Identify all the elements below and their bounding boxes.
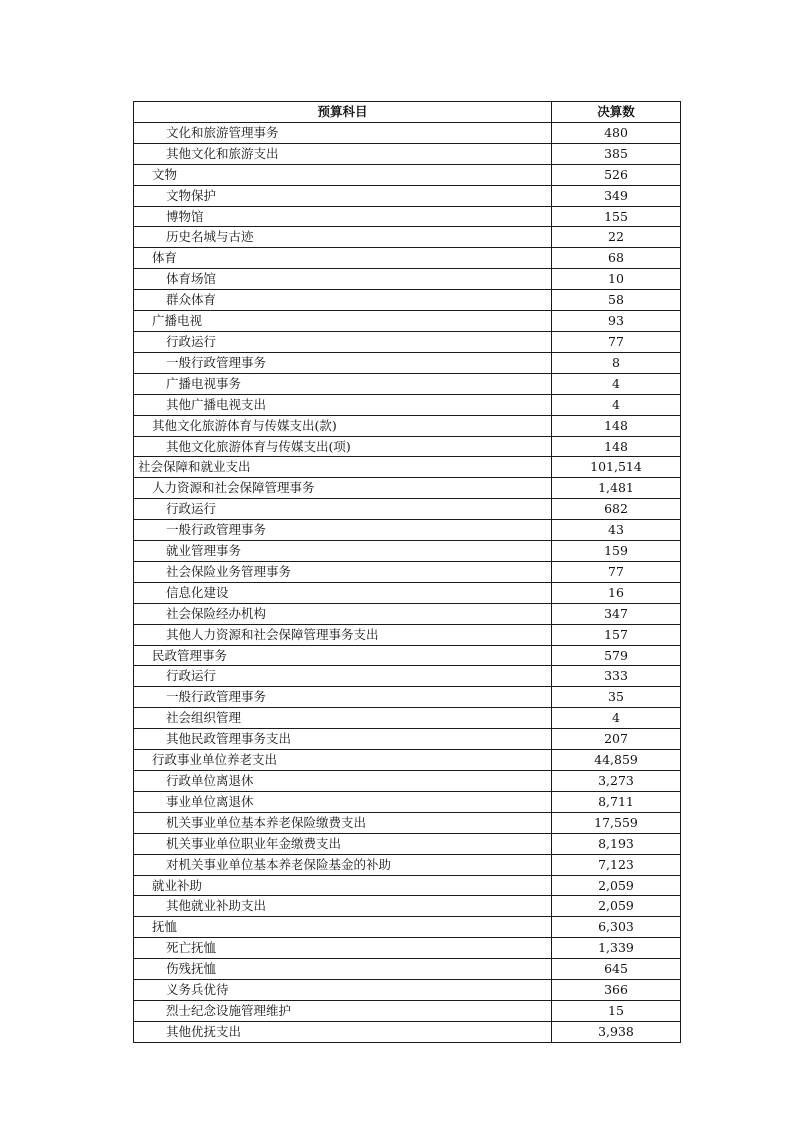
amount-cell: 157 bbox=[552, 624, 681, 645]
table-row bbox=[134, 352, 681, 373]
subject-cell: 行政运行 bbox=[134, 499, 552, 520]
subject-cell: 义务兵优待 bbox=[134, 980, 552, 1001]
table-row bbox=[134, 812, 681, 833]
table-row bbox=[134, 499, 681, 520]
amount-cell: 8,711 bbox=[552, 791, 681, 812]
table-row bbox=[134, 791, 681, 812]
amount-cell: 2,059 bbox=[552, 896, 681, 917]
subject-cell: 死亡抚恤 bbox=[134, 938, 552, 959]
subject-cell: 信息化建设 bbox=[134, 582, 552, 603]
subject-cell: 其他文化旅游体育与传媒支出(项) bbox=[134, 436, 552, 457]
subject-cell: 社会组织管理 bbox=[134, 708, 552, 729]
subject-cell: 行政单位离退休 bbox=[134, 771, 552, 792]
table-row bbox=[134, 624, 681, 645]
subject-cell: 一般行政管理事务 bbox=[134, 352, 552, 373]
amount-cell: 8,193 bbox=[552, 833, 681, 854]
table-row bbox=[134, 290, 681, 311]
table-row bbox=[134, 561, 681, 582]
table-row bbox=[134, 959, 681, 980]
amount-cell: 385 bbox=[552, 143, 681, 164]
subject-cell: 文物 bbox=[134, 164, 552, 185]
amount-cell: 207 bbox=[552, 729, 681, 750]
subject-cell: 机关事业单位职业年金缴费支出 bbox=[134, 833, 552, 854]
table-row bbox=[134, 269, 681, 290]
subject-cell: 行政事业单位养老支出 bbox=[134, 750, 552, 771]
table-body bbox=[134, 122, 681, 1042]
amount-cell: 347 bbox=[552, 603, 681, 624]
table-row bbox=[134, 164, 681, 185]
table-row bbox=[134, 875, 681, 896]
subject-cell: 机关事业单位基本养老保险缴费支出 bbox=[134, 812, 552, 833]
table-row bbox=[134, 373, 681, 394]
table-row bbox=[134, 938, 681, 959]
table-row bbox=[134, 436, 681, 457]
table-row bbox=[134, 771, 681, 792]
table-row bbox=[134, 896, 681, 917]
table-row bbox=[134, 415, 681, 436]
header-subject: 预算科目 bbox=[134, 102, 552, 123]
table-row bbox=[134, 311, 681, 332]
amount-cell: 2,059 bbox=[552, 875, 681, 896]
subject-cell: 对机关事业单位基本养老保险基金的补助 bbox=[134, 854, 552, 875]
subject-cell: 历史名城与古迹 bbox=[134, 227, 552, 248]
subject-cell: 其他民政管理事务支出 bbox=[134, 729, 552, 750]
table-row bbox=[134, 980, 681, 1001]
table-row bbox=[134, 854, 681, 875]
amount-cell: 22 bbox=[552, 227, 681, 248]
amount-cell: 77 bbox=[552, 561, 681, 582]
table-row bbox=[134, 1021, 681, 1042]
amount-cell: 480 bbox=[552, 122, 681, 143]
table-row bbox=[134, 917, 681, 938]
subject-cell: 一般行政管理事务 bbox=[134, 520, 552, 541]
amount-cell: 682 bbox=[552, 499, 681, 520]
subject-cell: 人力资源和社会保障管理事务 bbox=[134, 478, 552, 499]
amount-cell: 4 bbox=[552, 373, 681, 394]
amount-cell: 35 bbox=[552, 687, 681, 708]
amount-cell: 10 bbox=[552, 269, 681, 290]
amount-cell: 579 bbox=[552, 645, 681, 666]
subject-cell: 广播电视 bbox=[134, 311, 552, 332]
table-row bbox=[134, 457, 681, 478]
subject-cell: 就业补助 bbox=[134, 875, 552, 896]
table-row bbox=[134, 833, 681, 854]
amount-cell: 526 bbox=[552, 164, 681, 185]
amount-cell: 77 bbox=[552, 331, 681, 352]
amount-cell: 1,339 bbox=[552, 938, 681, 959]
subject-cell: 文物保护 bbox=[134, 185, 552, 206]
amount-cell: 17,559 bbox=[552, 812, 681, 833]
amount-cell: 44,859 bbox=[552, 750, 681, 771]
amount-cell: 43 bbox=[552, 520, 681, 541]
subject-cell: 体育 bbox=[134, 248, 552, 269]
table-row bbox=[134, 666, 681, 687]
table-row bbox=[134, 603, 681, 624]
table-row bbox=[134, 582, 681, 603]
amount-cell: 101,514 bbox=[552, 457, 681, 478]
subject-cell: 其他广播电视支出 bbox=[134, 394, 552, 415]
table-row bbox=[134, 394, 681, 415]
subject-cell: 一般行政管理事务 bbox=[134, 687, 552, 708]
subject-cell: 抚恤 bbox=[134, 917, 552, 938]
subject-cell: 文化和旅游管理事务 bbox=[134, 122, 552, 143]
amount-cell: 7,123 bbox=[552, 854, 681, 875]
table-row bbox=[134, 185, 681, 206]
amount-cell: 155 bbox=[552, 206, 681, 227]
subject-cell: 社会保障和就业支出 bbox=[134, 457, 552, 478]
subject-cell: 社会保险业务管理事务 bbox=[134, 561, 552, 582]
amount-cell: 4 bbox=[552, 708, 681, 729]
amount-cell: 15 bbox=[552, 1000, 681, 1021]
subject-cell: 烈士纪念设施管理维护 bbox=[134, 1000, 552, 1021]
table-row bbox=[134, 645, 681, 666]
amount-cell: 333 bbox=[552, 666, 681, 687]
table-row bbox=[134, 206, 681, 227]
subject-cell: 事业单位离退休 bbox=[134, 791, 552, 812]
amount-cell: 16 bbox=[552, 582, 681, 603]
subject-cell: 其他文化旅游体育与传媒支出(款) bbox=[134, 415, 552, 436]
table-row bbox=[134, 750, 681, 771]
amount-cell: 4 bbox=[552, 394, 681, 415]
table-row bbox=[134, 708, 681, 729]
table-row bbox=[134, 331, 681, 352]
table-row bbox=[134, 248, 681, 269]
subject-cell: 民政管理事务 bbox=[134, 645, 552, 666]
table-row bbox=[134, 227, 681, 248]
subject-cell: 伤残抚恤 bbox=[134, 959, 552, 980]
amount-cell: 3,938 bbox=[552, 1021, 681, 1042]
amount-cell: 1,481 bbox=[552, 478, 681, 499]
table-row bbox=[134, 520, 681, 541]
amount-cell: 93 bbox=[552, 311, 681, 332]
amount-cell: 6,303 bbox=[552, 917, 681, 938]
amount-cell: 8 bbox=[552, 352, 681, 373]
subject-cell: 行政运行 bbox=[134, 666, 552, 687]
subject-cell: 社会保险经办机构 bbox=[134, 603, 552, 624]
amount-cell: 68 bbox=[552, 248, 681, 269]
amount-cell: 645 bbox=[552, 959, 681, 980]
amount-cell: 148 bbox=[552, 436, 681, 457]
table-row bbox=[134, 143, 681, 164]
table-row bbox=[134, 729, 681, 750]
subject-cell: 其他人力资源和社会保障管理事务支出 bbox=[134, 624, 552, 645]
amount-cell: 349 bbox=[552, 185, 681, 206]
table-header-row bbox=[134, 102, 681, 123]
table-row bbox=[134, 687, 681, 708]
subject-cell: 广播电视事务 bbox=[134, 373, 552, 394]
subject-cell: 其他文化和旅游支出 bbox=[134, 143, 552, 164]
amount-cell: 3,273 bbox=[552, 771, 681, 792]
subject-cell: 体育场馆 bbox=[134, 269, 552, 290]
amount-cell: 159 bbox=[552, 541, 681, 562]
budget-table bbox=[133, 101, 681, 1043]
table-row bbox=[134, 1000, 681, 1021]
table-row bbox=[134, 478, 681, 499]
subject-cell: 博物馆 bbox=[134, 206, 552, 227]
amount-cell: 58 bbox=[552, 290, 681, 311]
subject-cell: 其他就业补助支出 bbox=[134, 896, 552, 917]
table-row bbox=[134, 541, 681, 562]
table-row bbox=[134, 122, 681, 143]
subject-cell: 其他优抚支出 bbox=[134, 1021, 552, 1042]
amount-cell: 366 bbox=[552, 980, 681, 1001]
subject-cell: 行政运行 bbox=[134, 331, 552, 352]
amount-cell: 148 bbox=[552, 415, 681, 436]
header-amount: 决算数 bbox=[552, 102, 681, 123]
subject-cell: 就业管理事务 bbox=[134, 541, 552, 562]
subject-cell: 群众体育 bbox=[134, 290, 552, 311]
